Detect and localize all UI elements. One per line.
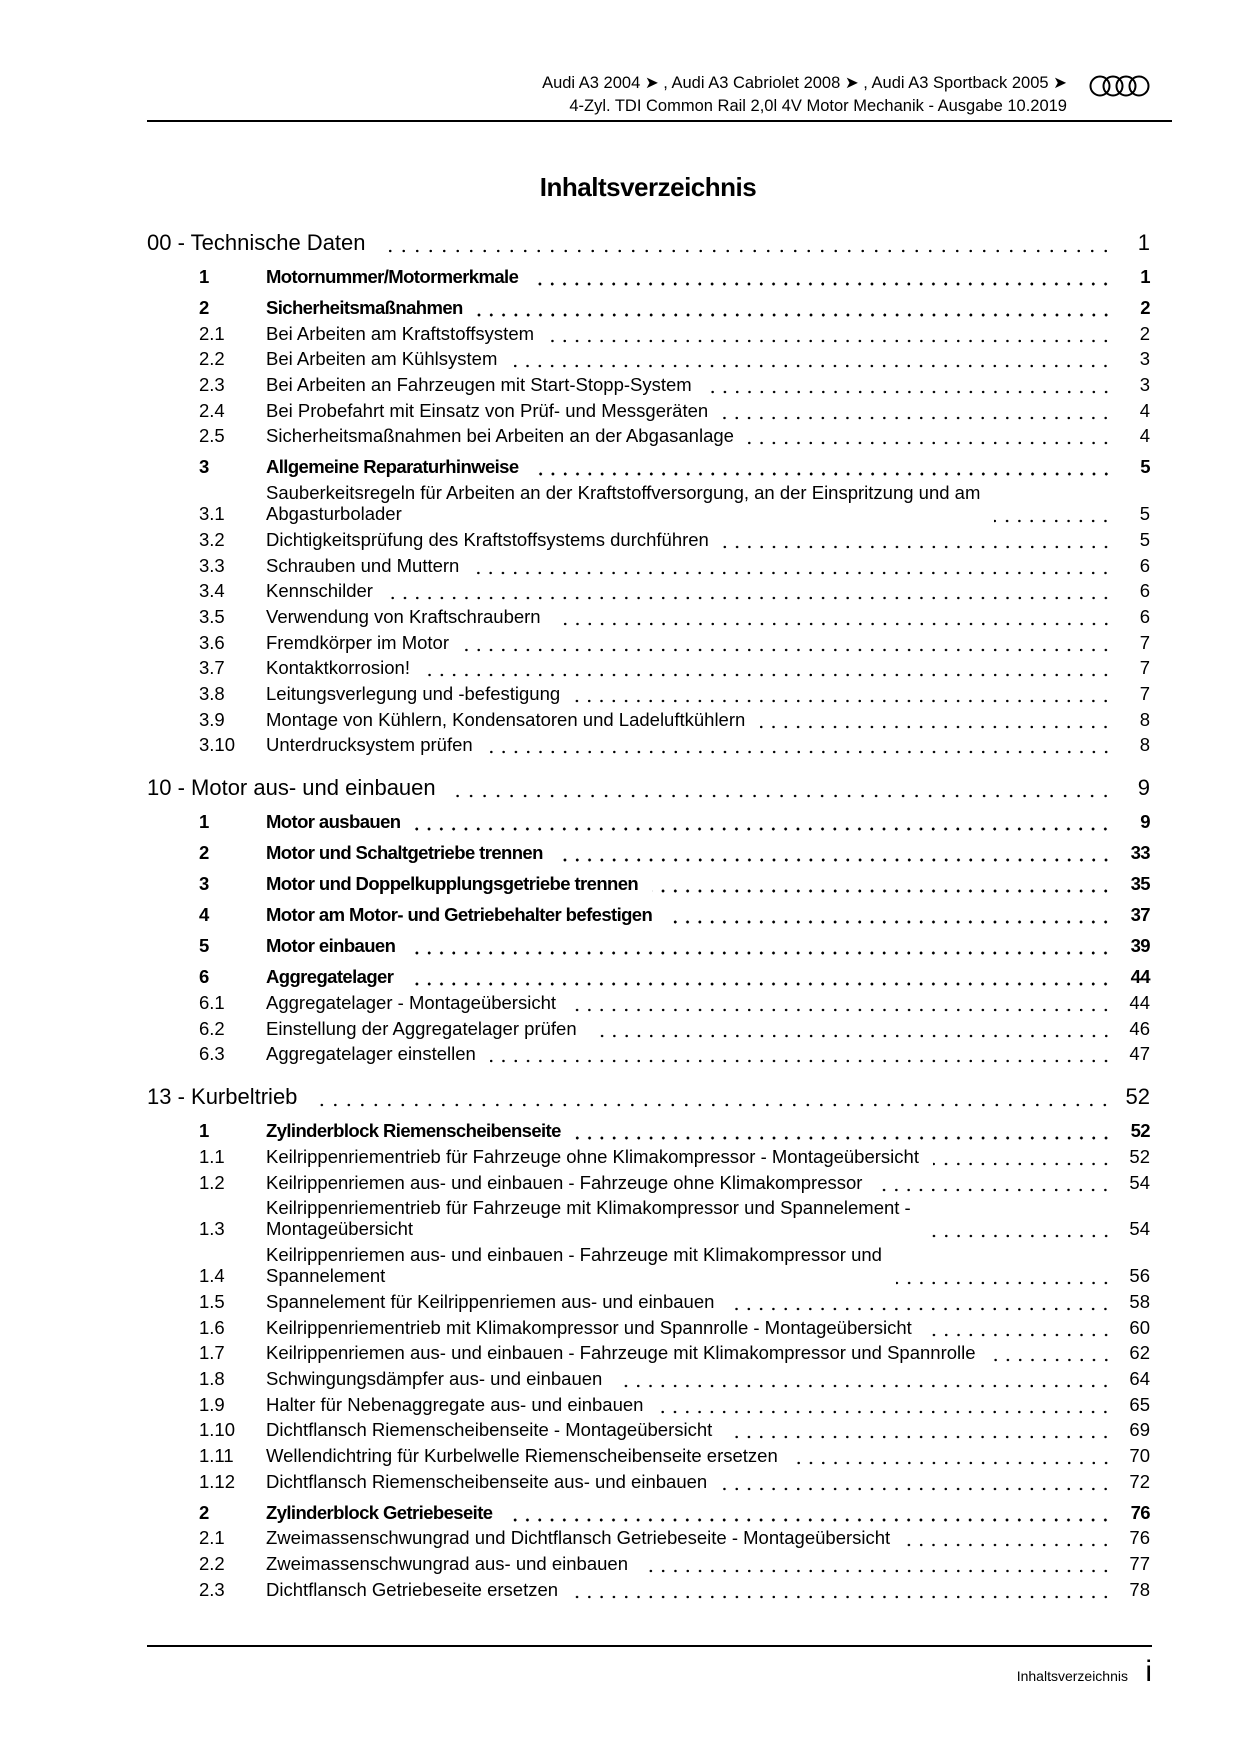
footer-rule xyxy=(147,1645,1152,1647)
dot-leader xyxy=(904,1527,1112,1548)
toc-entry-page: 6 xyxy=(1139,580,1150,602)
toc-entry-title: Keilrippenriementrieb für Fahrzeuge mit Klimakompressor und Spannelement - Montageübersicht xyxy=(266,1197,911,1240)
toc-entry-title: Dichtflansch Riemenscheibenseite - Montageübersicht xyxy=(266,1419,713,1441)
toc-entry-page: 3 xyxy=(1139,348,1150,370)
toc-entry-number: 1.1 xyxy=(199,1146,225,1168)
toc-entry-title: Montage von Kühlern, Kondensatoren und Ladeluftkühlern xyxy=(266,708,746,730)
toc-entry[interactable] xyxy=(147,704,1150,730)
dot-leader xyxy=(407,966,1112,987)
toc-entry-title: Aggregatelager einstellen xyxy=(266,1043,476,1065)
toc-entry-page: 6 xyxy=(1139,554,1150,576)
toc-entry-number: 1.5 xyxy=(199,1290,225,1312)
toc-entry[interactable] xyxy=(147,627,1150,653)
toc-entry[interactable] xyxy=(147,1286,1150,1312)
toc-entry-title: Dichtflansch Getriebeseite ersetzen xyxy=(266,1578,559,1600)
toc-entry-number: 2.5 xyxy=(199,425,225,447)
toc-entry-title: Dichtigkeitsprüfung des Kraftstoffsystems durchführen xyxy=(266,528,709,550)
dot-leader xyxy=(933,1146,1112,1167)
dot-leader xyxy=(652,873,1112,894)
toc-entry[interactable] xyxy=(147,576,1150,602)
toc-entry-page: 7 xyxy=(1139,682,1150,704)
toc-entry-title: Fremdkörper im Motor xyxy=(266,631,449,653)
toc-entry-title: Bei Arbeiten am Kühlsystem xyxy=(266,348,498,370)
dot-leader xyxy=(616,1368,1112,1389)
toc-entry-number: 3.10 xyxy=(199,734,236,756)
toc-entry[interactable] xyxy=(147,446,1150,477)
dot-leader xyxy=(570,992,1112,1013)
toc-entry[interactable] xyxy=(147,1363,1150,1389)
toc-entry-number: 1.8 xyxy=(199,1367,225,1389)
dot-leader xyxy=(574,683,1112,704)
toc-entry-title: Allgemeine Reparaturhinweise xyxy=(266,456,519,478)
toc-entry[interactable] xyxy=(147,1167,1150,1193)
toc-entry-page: 46 xyxy=(1129,1017,1150,1039)
header-subtitle: 4-Zyl. TDI Common Rail 2,0l 4V Motor Mechanik - Ausgabe 10.2019 xyxy=(569,97,1067,115)
toc-entry[interactable] xyxy=(147,801,1150,832)
toc-entry-page: 47 xyxy=(1129,1043,1150,1065)
toc-entry[interactable] xyxy=(147,344,1150,370)
toc-entry[interactable] xyxy=(147,1239,1150,1286)
dot-leader xyxy=(926,1317,1112,1338)
dot-leader xyxy=(575,1120,1112,1141)
dot-leader xyxy=(477,297,1112,318)
toc-entry-title: Motornummer/Motormerkmale xyxy=(266,266,519,287)
toc-entry-page: 9 xyxy=(1137,775,1150,801)
toc-entry-number: 2 xyxy=(199,842,209,864)
dot-leader xyxy=(380,230,1112,256)
toc-entry-page: 44 xyxy=(1130,966,1150,988)
toc-entry-number: 6.3 xyxy=(199,1043,225,1065)
toc-entry-page: 76 xyxy=(1130,1501,1150,1523)
toc-entry[interactable] xyxy=(147,1548,1150,1574)
toc-entry-number: 1 xyxy=(199,266,209,287)
toc-entry-title: Halter für Nebenaggregate aus- und einbauen xyxy=(266,1393,644,1415)
toc-entry-number: 2.4 xyxy=(199,399,225,421)
dot-leader xyxy=(759,709,1112,730)
dot-leader xyxy=(876,1172,1112,1193)
toc-entry-page: 7 xyxy=(1139,631,1150,653)
toc-entry-title: Spannelement für Keilrippenriemen aus- und einbauen xyxy=(266,1290,715,1312)
toc-entry-number: 3.7 xyxy=(199,657,225,679)
dot-leader xyxy=(994,503,1112,524)
toc-entry-number: 3.5 xyxy=(199,605,225,627)
toc-entry[interactable] xyxy=(147,1492,1150,1523)
toc-entry-number: 1.11 xyxy=(199,1444,234,1466)
toc-entry-number: 1.9 xyxy=(199,1393,225,1415)
toc-entry[interactable] xyxy=(147,1466,1150,1492)
toc-entry[interactable] xyxy=(147,987,1150,1013)
toc-entry[interactable] xyxy=(147,1141,1150,1167)
toc-entry-title: Zweimassenschwungrad und Dichtflansch Getriebeseite - Montageübersicht xyxy=(266,1527,891,1549)
toc-entry[interactable] xyxy=(147,369,1150,395)
dot-leader xyxy=(548,323,1112,344)
dot-leader xyxy=(572,1579,1112,1600)
dot-leader xyxy=(721,1471,1112,1492)
toc-entry-page: 33 xyxy=(1130,842,1150,864)
dot-leader xyxy=(642,1553,1112,1574)
toc-entry-number: 2.1 xyxy=(199,1527,225,1549)
toc-entry-page: 62 xyxy=(1129,1342,1150,1364)
toc-entry-page: 8 xyxy=(1139,734,1150,756)
toc-entry-title: Bei Arbeiten an Fahrzeugen mit Start-Stopp-System xyxy=(266,374,692,396)
toc-entry-number: 1 xyxy=(199,1120,209,1142)
dot-leader xyxy=(511,348,1112,369)
toc-entry-page: 58 xyxy=(1129,1290,1150,1312)
toc-entry-page: 52 xyxy=(1125,1084,1150,1110)
toc-entry-number: 1 xyxy=(199,811,209,833)
dot-leader xyxy=(473,555,1112,576)
toc-entry-page: 54 xyxy=(1129,1218,1150,1240)
toc-entry-title: Aggregatelager - Montageübersicht xyxy=(266,992,557,1013)
toc-entry-title: Zylinderblock Getriebeseite xyxy=(266,1501,493,1523)
toc-entry-title: 13 - Kurbeltrieb xyxy=(147,1084,298,1110)
toc-entry-number: 5 xyxy=(199,935,209,957)
toc-chapter[interactable] xyxy=(147,230,1150,256)
header-rule xyxy=(147,120,1172,122)
toc-entry[interactable] xyxy=(147,1338,1150,1364)
dot-leader xyxy=(506,1502,1112,1523)
toc-entry-number: 1.10 xyxy=(199,1419,236,1441)
dot-leader xyxy=(557,842,1112,863)
toc-entry-page: 65 xyxy=(1129,1393,1150,1415)
toc-entry-number: 4 xyxy=(199,904,209,926)
toc-entry-title: Unterdrucksystem prüfen xyxy=(266,734,473,756)
toc-entry-number: 1.12 xyxy=(199,1470,236,1492)
dot-leader xyxy=(450,775,1112,801)
toc-entry-number: 1.2 xyxy=(199,1171,225,1193)
toc-entry-page: 37 xyxy=(1130,904,1150,926)
toc-entry-title: Keilrippenriementrieb für Fahrzeuge ohne Klimakompressor - Montageübersicht xyxy=(266,1146,919,1168)
toc-entry-number: 2.3 xyxy=(199,1578,225,1600)
toc-entry-page: 1 xyxy=(1140,266,1150,287)
toc-entry-title: Verwendung von Kraftschraubern xyxy=(266,605,541,627)
toc-entry-number: 3.4 xyxy=(199,580,225,602)
toc-entry[interactable] xyxy=(147,925,1150,956)
toc-entry[interactable] xyxy=(147,1039,1150,1065)
footer-page-number: i xyxy=(1145,1655,1152,1688)
toc-entry-number: 6.1 xyxy=(199,992,225,1013)
toc-entry-number: 3.6 xyxy=(199,631,225,653)
toc-entry-page: 5 xyxy=(1140,456,1150,478)
dot-leader xyxy=(409,935,1112,956)
toc-entry[interactable] xyxy=(147,395,1150,421)
toc-entry[interactable] xyxy=(147,678,1150,704)
toc-entry-title: 00 - Technische Daten xyxy=(147,230,366,255)
toc-entry[interactable] xyxy=(147,653,1150,679)
dot-leader xyxy=(424,657,1112,678)
toc-entry-title: Motor ausbauen xyxy=(266,811,401,833)
toc-entry-number: 3 xyxy=(199,873,209,895)
toc-entry[interactable] xyxy=(147,1110,1150,1141)
toc-entry[interactable] xyxy=(147,256,1150,287)
toc-entry-title: Keilrippenriemen aus- und einbauen - Fahrzeuge ohne Klimakompressor xyxy=(266,1171,863,1193)
toc-entry[interactable] xyxy=(147,524,1150,550)
toc-entry-page: 35 xyxy=(1130,873,1150,895)
toc-entry[interactable] xyxy=(147,1013,1150,1039)
toc-entry-title: Schrauben und Muttern xyxy=(266,554,460,576)
toc-entry-title: Kontaktkorrosion! xyxy=(266,657,410,679)
toc-entry-title: 10 - Motor aus- und einbauen xyxy=(147,775,436,801)
toc-entry-title: Sicherheitsmaßnahmen xyxy=(266,297,463,318)
toc-entry-page: 78 xyxy=(1129,1578,1150,1600)
toc-entry-title: Motor und Schaltgetriebe trennen xyxy=(266,842,543,864)
toc-entry-page: 56 xyxy=(1129,1265,1150,1287)
toc-entry-number: 3 xyxy=(199,456,209,478)
toc-entry-title: Motor am Motor- und Getriebehalter befestigen xyxy=(266,904,653,926)
toc-entry-page: 69 xyxy=(1129,1419,1150,1441)
dot-leader xyxy=(722,400,1112,421)
toc-entry[interactable] xyxy=(147,318,1150,344)
toc-entry-title: Sauberkeitsregeln für Arbeiten an der Kraftstoffversorgung, an der Einspritzung und am Abgasturbolader xyxy=(266,482,981,525)
dot-leader xyxy=(387,580,1112,601)
toc-entry-number: 2 xyxy=(199,1501,209,1523)
dot-leader xyxy=(487,734,1112,755)
toc-entry[interactable] xyxy=(147,894,1150,925)
toc-entry[interactable] xyxy=(147,287,1150,318)
toc-entry[interactable] xyxy=(147,477,1150,524)
toc-entry-page: 5 xyxy=(1139,528,1150,550)
toc-entry-title: Motor und Doppelkupplungsgetriebe trennen xyxy=(266,873,639,895)
toc-entry-page: 7 xyxy=(1139,657,1150,679)
toc-entry-page: 64 xyxy=(1129,1367,1150,1389)
toc-entry-title: Kennschilder xyxy=(266,580,373,602)
footer-label: Inhaltsverzeichnis xyxy=(1016,1668,1128,1684)
toc-entry-page: 72 xyxy=(1129,1470,1150,1492)
dot-leader xyxy=(706,374,1112,395)
dot-leader xyxy=(532,266,1112,287)
toc-entry-title: Sicherheitsmaßnahmen bei Arbeiten an der Abgasanlage xyxy=(266,425,734,447)
dot-leader xyxy=(792,1445,1112,1466)
toc-entry-page: 77 xyxy=(1129,1553,1150,1574)
toc-entry-number: 1.4 xyxy=(199,1265,225,1287)
dot-leader xyxy=(311,1084,1112,1110)
toc-entry-number: 2.2 xyxy=(199,1553,225,1574)
header-models: Audi A3 2004 ➤ , Audi A3 Cabriolet 2008 ➤ , Audi A3 Sportback 2005 ➤ xyxy=(542,74,1067,92)
dot-leader xyxy=(533,456,1112,477)
toc-entry[interactable] xyxy=(147,863,1150,894)
toc-entry-title: Zweimassenschwungrad aus- und einbauen xyxy=(266,1553,628,1574)
dot-leader xyxy=(723,529,1112,550)
toc-entry-page: 4 xyxy=(1139,399,1150,421)
toc-entry-page: 6 xyxy=(1139,605,1150,627)
toc-entry-number: 3.1 xyxy=(199,503,225,525)
toc-chapter[interactable] xyxy=(147,1064,1150,1110)
toc-entry-page: 2 xyxy=(1140,297,1150,318)
table-of-contents xyxy=(147,230,1150,1600)
toc-entry-number: 3.2 xyxy=(199,528,225,550)
toc-entry[interactable] xyxy=(147,1523,1150,1549)
toc-entry-page: 9 xyxy=(1140,811,1150,833)
toc-entry-title: Bei Arbeiten am Kraftstoffsystem xyxy=(266,322,535,344)
dot-leader xyxy=(728,1291,1112,1312)
toc-entry[interactable] xyxy=(147,1415,1150,1441)
dot-leader xyxy=(990,1342,1112,1363)
dot-leader xyxy=(748,425,1112,446)
toc-entry-number: 2.1 xyxy=(199,322,225,344)
toc-entry-title: Zylinderblock Riemenscheibenseite xyxy=(266,1120,561,1142)
toc-entry-title: Dichtflansch Riemenscheibenseite aus- und einbauen xyxy=(266,1470,708,1492)
toc-entry-title: Keilrippenriemen aus- und einbauen - Fahrzeuge mit Klimakompressor und Spannrolle xyxy=(266,1342,976,1364)
toc-entry[interactable] xyxy=(147,601,1150,627)
toc-entry-page: 54 xyxy=(1129,1171,1150,1193)
toc-entry-title: Keilrippenriementrieb mit Klimakompressor und Spannrolle - Montageübersicht xyxy=(266,1316,912,1338)
toc-entry-page: 52 xyxy=(1130,1120,1150,1142)
toc-entry-page: 3 xyxy=(1139,374,1150,396)
toc-entry-number: 2.2 xyxy=(199,348,225,370)
toc-entry-page: 5 xyxy=(1139,503,1150,525)
toc-entry-number: 2.3 xyxy=(199,374,225,396)
toc-entry-title: Wellendichtring für Kurbelwelle Riemenscheibenseite ersetzen xyxy=(266,1444,778,1466)
toc-entry-page: 4 xyxy=(1139,425,1150,447)
dot-leader xyxy=(490,1043,1112,1064)
toc-entry-page: 39 xyxy=(1130,935,1150,957)
toc-entry-page: 44 xyxy=(1129,992,1150,1013)
toc-entry-number: 6.2 xyxy=(199,1017,225,1039)
toc-entry-title: Schwingungsdämpfer aus- und einbauen xyxy=(266,1367,603,1389)
toc-entry-title: Keilrippenriemen aus- und einbauen - Fahrzeuge mit Klimakompressor und Spannelement xyxy=(266,1244,882,1287)
toc-entry-page: 60 xyxy=(1129,1316,1150,1338)
toc-entry-page: 76 xyxy=(1129,1527,1150,1549)
toc-entry-page: 1 xyxy=(1137,230,1150,255)
dot-leader xyxy=(591,1018,1112,1039)
toc-entry-title: Aggregatelager xyxy=(266,966,394,988)
toc-entry-title: Motor einbauen xyxy=(266,935,396,957)
toc-entry-number: 6 xyxy=(199,966,209,988)
toc-entry-number: 1.3 xyxy=(199,1218,225,1240)
toc-entry[interactable] xyxy=(147,832,1150,863)
toc-entry-page: 2 xyxy=(1139,322,1150,344)
toc-entry-page: 8 xyxy=(1139,708,1150,730)
toc-entry-number: 3.9 xyxy=(199,708,225,730)
toc-entry-number: 3.8 xyxy=(199,682,225,704)
toc-entry-title: Einstellung der Aggregatelager prüfen xyxy=(266,1017,577,1039)
toc-entry[interactable] xyxy=(147,421,1150,447)
dot-leader xyxy=(726,1419,1112,1440)
toc-entry-page: 70 xyxy=(1129,1444,1150,1466)
dot-leader xyxy=(666,904,1112,925)
page-title: Inhaltsverzeichnis xyxy=(539,172,757,202)
toc-entry[interactable] xyxy=(147,956,1150,987)
dot-leader xyxy=(925,1218,1112,1239)
dot-leader xyxy=(414,811,1112,832)
audi-rings-logo xyxy=(1089,75,1151,97)
toc-entry[interactable] xyxy=(147,1440,1150,1466)
toc-entry[interactable] xyxy=(147,1389,1150,1415)
toc-entry-number: 2 xyxy=(199,297,209,318)
dot-leader xyxy=(555,606,1112,627)
toc-entry[interactable] xyxy=(147,1574,1150,1600)
toc-chapter[interactable] xyxy=(147,755,1150,801)
toc-entry[interactable] xyxy=(147,550,1150,576)
toc-entry[interactable] xyxy=(147,1312,1150,1338)
toc-entry-number: 1.7 xyxy=(199,1342,225,1364)
toc-entry-number: 3.3 xyxy=(199,554,225,576)
toc-entry[interactable] xyxy=(147,730,1150,756)
toc-entry-title: Leitungsverlegung und -befestigung xyxy=(266,682,561,704)
dot-leader xyxy=(657,1394,1112,1415)
dot-leader xyxy=(896,1265,1112,1286)
toc-entry-page: 52 xyxy=(1129,1146,1150,1168)
toc-entry-title: Bei Probefahrt mit Einsatz von Prüf- und Messgeräten xyxy=(266,399,709,421)
toc-entry[interactable] xyxy=(147,1193,1150,1240)
dot-leader xyxy=(463,632,1112,653)
toc-entry-number: 1.6 xyxy=(199,1316,225,1338)
